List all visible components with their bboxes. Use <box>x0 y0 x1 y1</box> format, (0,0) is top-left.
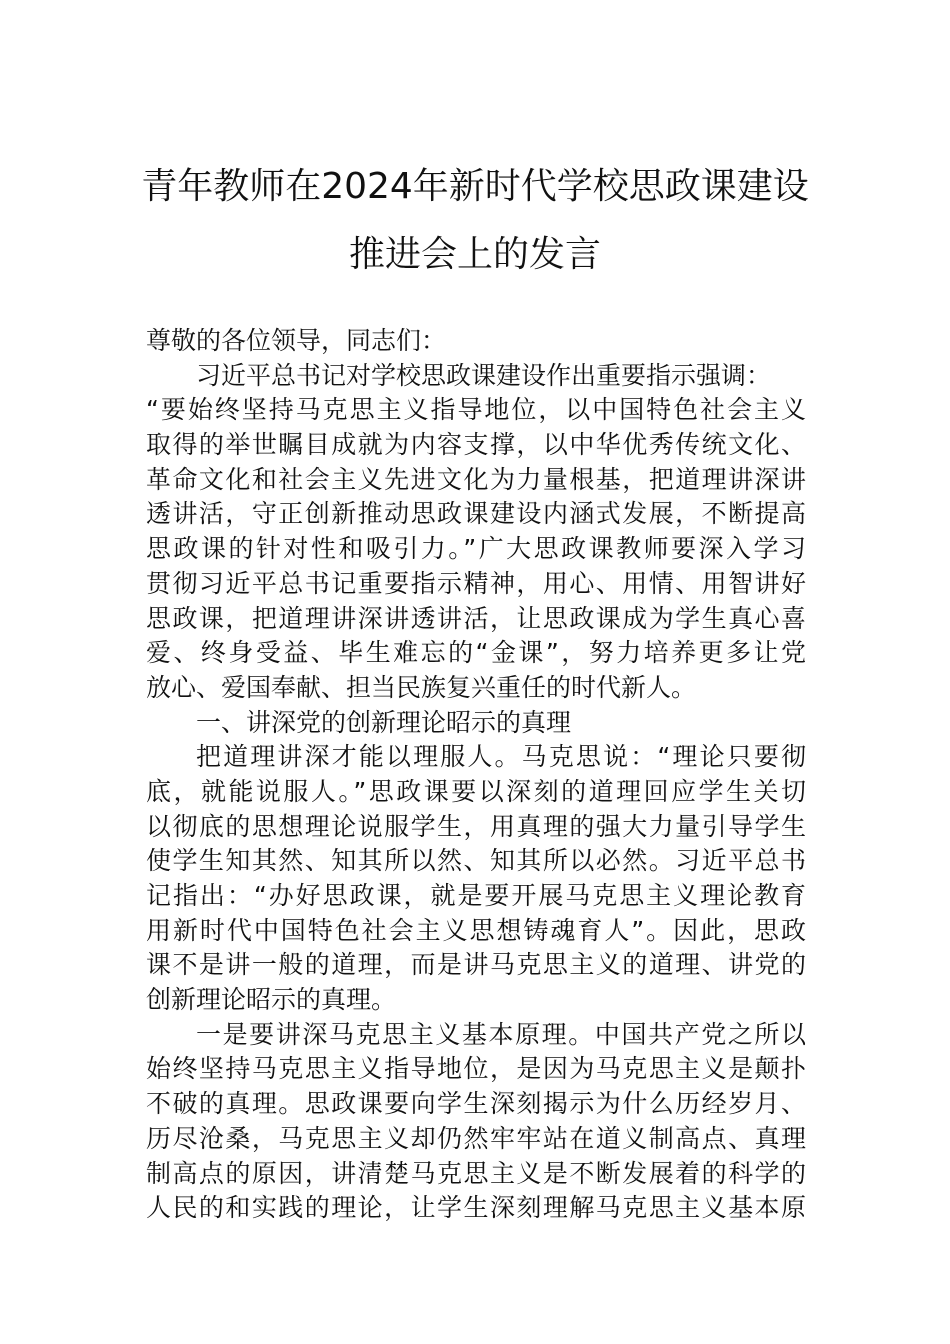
body-line: 革命文化和社会主义先进文化为力量根基，把道理讲深讲 <box>146 464 806 494</box>
body-line: 历尽沧桑，马克思主义却仍然牢牢站在道义制高点、真理 <box>146 1123 806 1153</box>
body-line: 底，就能说服人。”思政课要以深刻的道理回应学生关切 <box>146 776 806 806</box>
body-line: 始终坚持马克思主义指导地位，是因为马克思主义是颠扑 <box>146 1054 806 1084</box>
body-paragraphs <box>146 359 806 1226</box>
body-line: 使学生知其然、知其所以然、知其所以必然。习近平总书 <box>146 846 806 876</box>
body-line: “要始终坚持马克思主义指导地位，以中国特色社会主义 <box>146 395 806 425</box>
greeting: 尊敬的各位领导，同志们： <box>146 326 447 355</box>
body-line: 用新时代中国特色社会主义思想铸魂育人”。因此，思政 <box>146 915 806 945</box>
body-line: 透讲活，守正创新推动思政课建设内涵式发展，不断提高 <box>146 499 806 529</box>
body-line: 把道理讲深才能以理服人。马克思说：“理论只要彻 <box>196 742 806 772</box>
body-line: 记指出：“办好思政课，就是要开展马克思主义理论教育 <box>146 881 806 910</box>
body-line: 贯彻习近平总书记重要指示精神，用心、用情、用智讲好 <box>146 568 806 598</box>
body-line: 思政课的针对性和吸引力。”广大思政课教师要深入学习 <box>146 534 806 564</box>
body-line: 取得的举世瞩目成就为内容支撑，以中华优秀传统文化、 <box>146 430 806 460</box>
body-line: 放心、爱国奉献、担当民族复兴重任的时代新人。 <box>146 672 697 702</box>
document-title-line-1: 青年教师在2024年新时代学校思政课建设 <box>141 166 809 207</box>
document-body <box>146 324 806 1226</box>
document-title-line-2: 推进会上的发言 <box>348 234 601 275</box>
body-line: 习近平总书记对学校思政课建设作出重要指示强调： <box>196 360 772 390</box>
body-line: 不破的真理。思政课要向学生深刻揭示为什么历经岁月、 <box>146 1089 806 1119</box>
body-line: 一、讲深党的创新理论昭示的真理 <box>196 707 572 737</box>
body-line: 制高点的原因，讲清楚马克思主义是不断发展着的科学的 <box>146 1158 806 1188</box>
body-line: 以彻底的思想理论说服学生，用真理的强大力量引导学生 <box>146 811 806 841</box>
body-line: 一是要讲深马克思主义基本原理。中国共产党之所以 <box>196 1019 806 1049</box>
body-line: 人民的和实践的理论，让学生深刻理解马克思主义基本原 <box>146 1193 806 1223</box>
body-line: 思政课，把道理讲深讲透讲活，让思政课成为学生真心喜 <box>146 603 806 633</box>
body-line: 创新理论昭示的真理。 <box>146 985 397 1015</box>
body-line: 爱、终身受益、毕生难忘的“金课”，努力培养更多让党 <box>146 638 806 668</box>
body-line: 课不是讲一般的道理，而是讲马克思主义的道理、讲党的 <box>146 950 806 980</box>
